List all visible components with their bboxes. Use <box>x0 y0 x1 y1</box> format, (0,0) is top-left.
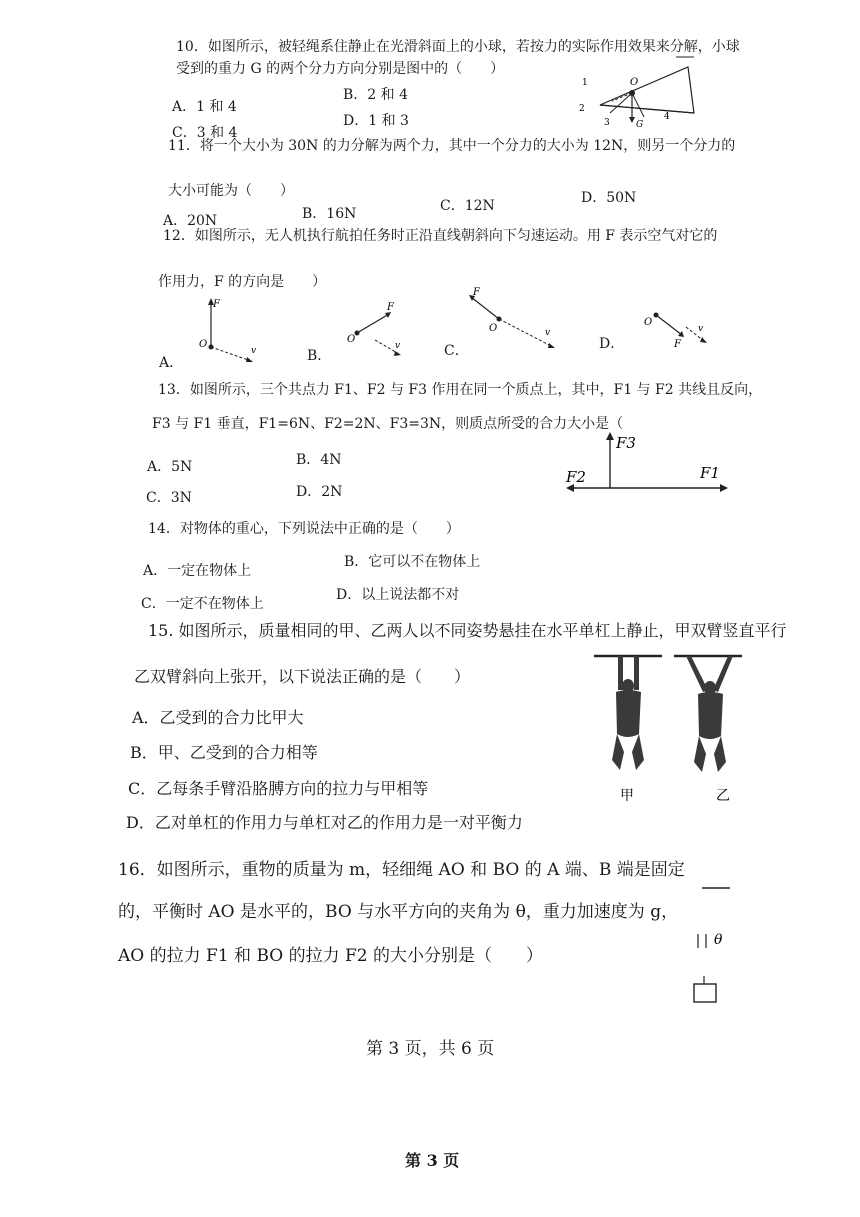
q13-option-a: A．5N <box>147 459 193 475</box>
q16-figure <box>680 878 740 1008</box>
q14-option-d: D．以上说法都不对 <box>336 587 460 603</box>
svg-text:O: O <box>199 339 208 350</box>
q14-option-a: A．一定在物体上 <box>143 563 252 579</box>
q16-line2: 的，平衡时 AO 是水平的，BO 与水平方向的夹角为 θ，重力加速度为 g， <box>118 902 679 922</box>
q13-figure <box>560 430 730 500</box>
q13-option-c: C．3N <box>146 490 192 506</box>
q12-option-d: D． <box>599 336 625 352</box>
q13-line1: 13．如图所示，三个共点力 F1、F2 与 F3 作用在同一个质点上，其中，F1 与 F2 共线且反向， <box>158 382 763 398</box>
svg-text:v: v <box>698 324 704 334</box>
theta-label: θ <box>714 932 723 948</box>
svg-text:F1: F1 <box>700 464 720 482</box>
q16-line1: 16．如图所示，重物的质量为 m，轻细绳 AO 和 BO 的 A 端、B 端是固定 <box>118 860 685 880</box>
q14-option-c: C．一定不在物体上 <box>141 596 264 612</box>
q14-option-b: B．它可以不在物体上 <box>344 554 481 570</box>
q11-option-b: B．16N <box>302 206 357 222</box>
q12-figure-d <box>642 305 722 355</box>
page-label: 第 3 页 <box>405 1151 460 1170</box>
q10-option-a: A．1 和 4 <box>172 99 237 115</box>
q12-figure-b <box>345 300 415 365</box>
q12-line1: 12．如图所示，无人机执行航拍任务时正沿直线朝斜向下匀速运动。用 F 表示空气对它的 <box>163 228 718 244</box>
q15-line2: 乙双臂斜向上张开，以下说法正确的是（ ） <box>134 667 471 686</box>
q10-option-b: B．2 和 4 <box>343 87 409 103</box>
q12-line2: 作用力，F 的方向是 ） <box>158 274 327 290</box>
weight-box <box>694 984 716 1002</box>
label-jia: 甲 <box>620 788 634 804</box>
svg-text:F: F <box>213 299 220 310</box>
svg-text:F3: F3 <box>616 434 636 452</box>
svg-text:v: v <box>545 328 551 338</box>
fig-label-o: O <box>630 77 639 88</box>
q15-figure <box>590 648 750 808</box>
q10-figure <box>570 55 720 135</box>
q11-line1: 11．将一个大小为 30N 的力分解为两个力，其中一个分力的大小为 12N，则另一个分力的 <box>168 138 736 154</box>
q16-line3: AO 的拉力 F1 和 BO 的拉力 F2 的大小分别是（ ） <box>118 946 544 966</box>
q11-option-d: D．50N <box>581 190 637 206</box>
svg-text:O: O <box>489 323 498 334</box>
svg-text:v: v <box>251 346 257 356</box>
q15-option-a: A．乙受到的合力比甲大 <box>132 708 304 727</box>
svg-text:F: F <box>674 339 681 350</box>
q12-option-a: A． <box>159 355 184 371</box>
page-info: 第 3 页，共 6 页 <box>366 1039 495 1059</box>
fig-label-g: G <box>636 120 644 130</box>
person-jia <box>612 656 644 770</box>
svg-text:O: O <box>347 334 356 345</box>
q15-option-c: C．乙每条手臂沿胳膊方向的拉力与甲相等 <box>128 779 429 798</box>
svg-text:v: v <box>395 341 401 351</box>
q13-line2: F3 与 F1 垂直，F1=6N、F2=2N、F3=3N，则质点所受的合力大小是（ <box>152 416 624 432</box>
q15-option-d: D．乙对单杠的作用力与单杠对乙的作用力是一对平衡力 <box>126 813 523 832</box>
q10-option-d: D．1 和 3 <box>343 113 409 129</box>
svg-text:F2: F2 <box>566 468 586 486</box>
svg-text:F: F <box>473 287 480 298</box>
q15-line1: 15. 如图所示，质量相同的甲、乙两人以不同姿势悬挂在水平单杠上静止，甲双臂竖直平行 <box>148 621 787 640</box>
q13-option-b: B．4N <box>296 452 342 468</box>
q11-line2: 大小可能为（ ） <box>168 183 294 199</box>
fig-label-3: 3 <box>604 118 610 128</box>
q10-line2: 受到的重力 G 的两个分力方向分别是图中的（ ） <box>176 61 505 77</box>
q10-line1: 10．如图所示，被轻绳系住静止在光滑斜面上的小球，若按力的实际作用效果来分解，小球 <box>176 39 740 55</box>
q10-option-c: C．3 和 4 <box>172 125 238 141</box>
q12-figure-a <box>195 295 275 370</box>
fig-label-4: 4 <box>664 112 670 122</box>
label-yi: 乙 <box>716 788 730 804</box>
fig-label-1: 1 <box>582 78 588 88</box>
q11-option-a: A．20N <box>163 213 218 229</box>
q12-figure-c <box>465 285 565 355</box>
svg-text:F: F <box>387 302 394 313</box>
svg-text:O: O <box>644 317 653 328</box>
q14-line1: 14．对物体的重心，下列说法中正确的是（ ） <box>148 521 460 537</box>
q11-option-c: C．12N <box>440 198 495 214</box>
q13-option-d: D．2N <box>296 484 343 500</box>
fig-label-2: 2 <box>579 104 585 114</box>
q12-option-b: B． <box>307 348 332 364</box>
q15-option-b: B．甲、乙受到的合力相等 <box>130 743 318 762</box>
person-yi <box>686 656 733 772</box>
q12-option-c: C． <box>444 343 469 359</box>
